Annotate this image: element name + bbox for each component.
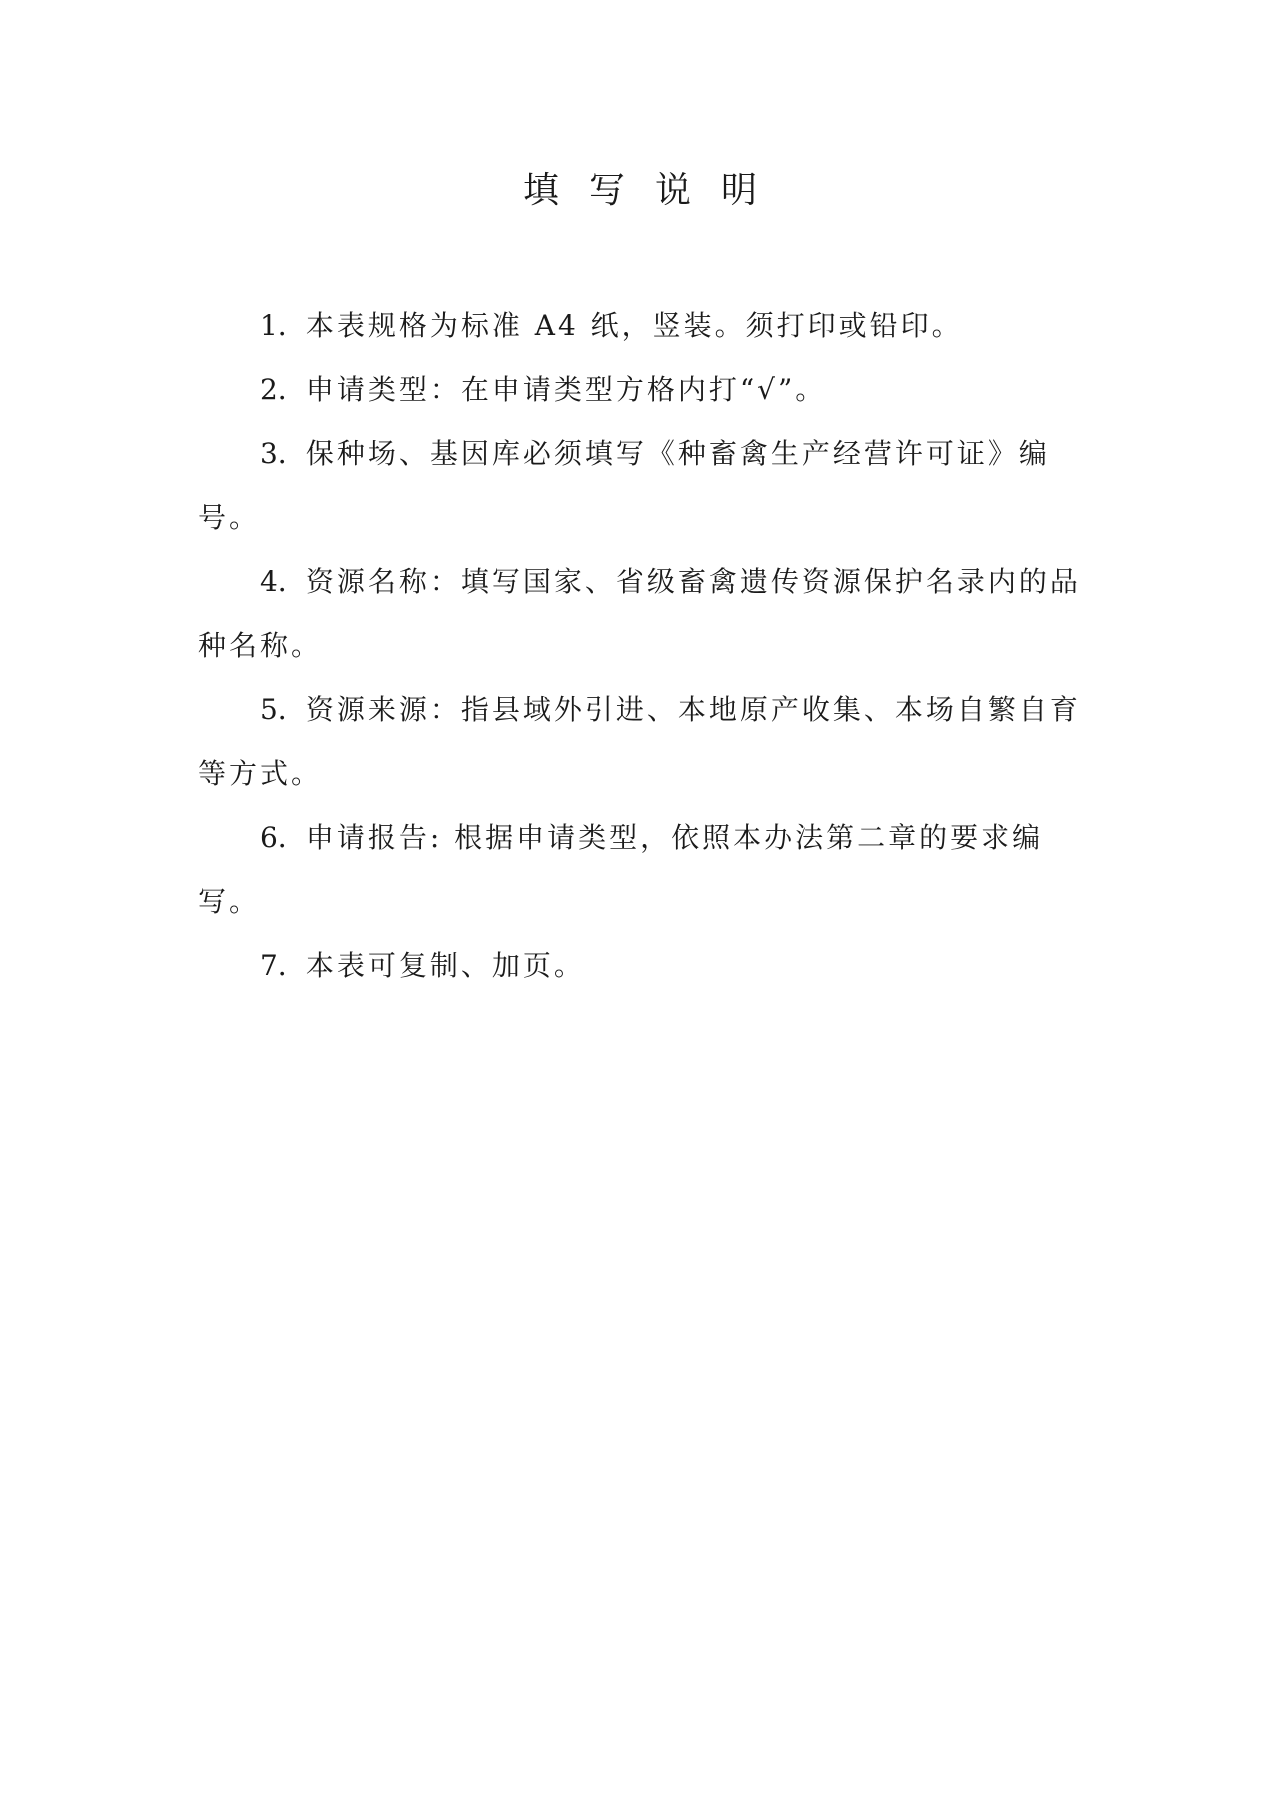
item-text: 保种场、基因库必须填写《种畜禽生产经营许可证》编号。 xyxy=(198,437,1050,534)
item-number: 4． xyxy=(260,565,306,598)
instruction-item-1 xyxy=(198,294,1088,358)
instruction-item-7 xyxy=(198,934,1088,998)
item-number: 1． xyxy=(260,309,306,342)
instruction-item-2 xyxy=(198,358,1088,422)
item-text: 申请类型：在申请类型方格内打“√”。 xyxy=(305,373,827,406)
item-number: 5． xyxy=(260,693,306,726)
item-number: 2． xyxy=(260,373,306,406)
item-text: 资源名称：填写国家、省级畜禽遗传资源保护名录内的品种名称。 xyxy=(198,565,1081,662)
item-text: 本表规格为标准 A4 纸，竖装。须打印或铅印。 xyxy=(305,309,963,342)
instruction-item-3 xyxy=(198,422,1088,550)
item-text: 申请报告: 根据申请类型，依照本办法第二章的要求编写。 xyxy=(198,821,1044,918)
item-text: 本表可复制、加页。 xyxy=(305,949,585,982)
item-text: 资源来源：指县域外引进、本地原产收集、本场自繁自育等方式。 xyxy=(198,693,1081,790)
page-title: 填写说明 xyxy=(522,170,787,211)
item-number: 7． xyxy=(260,949,306,982)
instruction-list xyxy=(198,294,1088,998)
instruction-item-4 xyxy=(198,550,1088,678)
item-number: 6． xyxy=(260,821,306,854)
item-number: 3． xyxy=(260,437,306,470)
instruction-item-6 xyxy=(198,806,1088,934)
instruction-item-5 xyxy=(198,678,1088,806)
